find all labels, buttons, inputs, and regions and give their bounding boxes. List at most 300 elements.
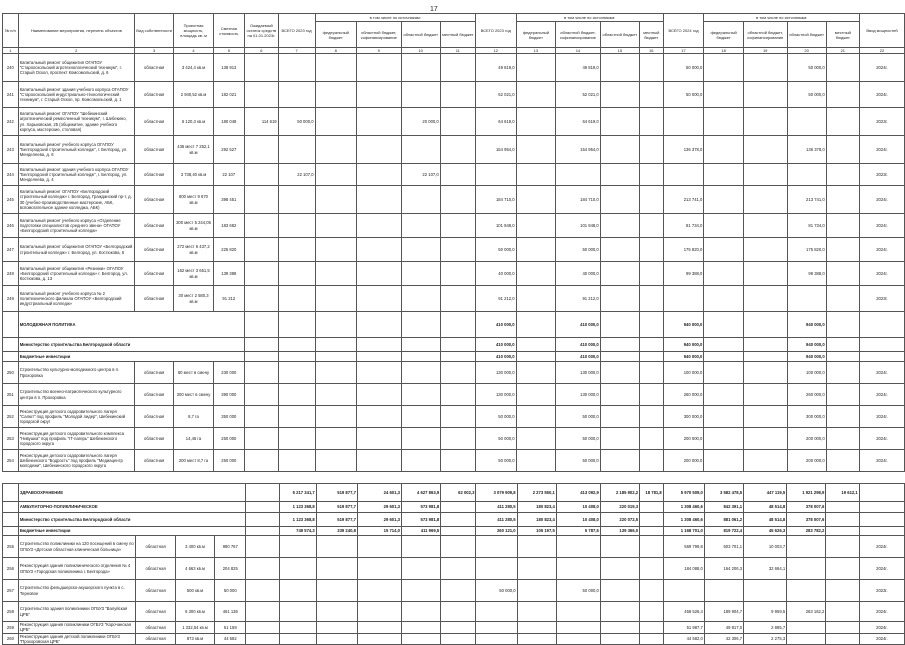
amount-c7 — [279, 580, 316, 602]
amount-c14: 130 000,0 — [556, 362, 601, 384]
commissioning-year — [859, 312, 904, 338]
section-amount-c14: 413 092,9 — [556, 484, 600, 502]
amount-c12: 50 000,0 — [475, 238, 516, 262]
amount-c12 — [476, 602, 517, 622]
section-amount-c8 — [315, 352, 356, 362]
page-number: 17 — [430, 6, 438, 13]
section-amount-c9: 24 601,3 — [357, 484, 401, 502]
row-number — [3, 338, 19, 352]
amount-c9 — [357, 622, 401, 634]
amount-c11 — [440, 286, 475, 312]
amount-c6 — [246, 536, 279, 558]
amount-c6 — [245, 450, 279, 472]
amount-c8 — [315, 450, 356, 472]
ownership: областная — [136, 536, 175, 558]
ownership: областная — [134, 186, 174, 214]
amount-c17: 200 000,0 — [663, 428, 704, 450]
amount-c6 — [246, 558, 279, 580]
commissioning-year: 2024г. — [859, 54, 904, 82]
amount-c13 — [516, 238, 555, 262]
amount-c17 — [663, 164, 704, 186]
ownership: областная — [134, 214, 174, 238]
amount-c10 — [401, 406, 440, 428]
amount-c7 — [278, 450, 315, 472]
object-name: Капитальный ремонт учебного корпуса ОГАПОУ "Белгородский строительный колледж", г. Белгород, ул. Менделеева, д. 6 — [18, 136, 134, 164]
estimate-cost: 292 527 — [213, 136, 245, 164]
row-number: 240 — [3, 54, 19, 82]
section-amount-c19: 447 119,5 — [744, 484, 787, 502]
amount-c9 — [357, 633, 401, 645]
amount-c20: 200 000,0 — [787, 450, 826, 472]
object-name: Капитальный ремонт ОГАПОУ «Белгородский строительный колледж» г. Белгород, Гражданский пр-т, д. 30 (учебно-производственные мастерские, АБК, вспомогательное здание колледжа, АБК) — [18, 186, 134, 214]
amount-c13 — [516, 384, 555, 406]
amount-c18 — [704, 450, 743, 472]
commissioning-year: 2024г. — [859, 428, 904, 450]
amount-c9 — [356, 214, 401, 238]
section-amount-c12: 410 000,0 — [475, 312, 516, 338]
amount-c19 — [743, 428, 787, 450]
amount-c20: 175 820,0 — [787, 238, 826, 262]
amount-c12 — [476, 558, 517, 580]
amount-c13 — [516, 262, 555, 286]
amount-c16 — [639, 186, 663, 214]
object-name: Реконструкция здания поликлиники ОГБУЗ "Корочанская ЦРБ" — [18, 622, 136, 634]
capacity: 30 мест 2 580,3 кв.м — [174, 286, 213, 312]
amount-c12: 50 000,0 — [475, 450, 516, 472]
amount-c11 — [440, 450, 475, 472]
amount-c16 — [639, 262, 663, 286]
amount-c7: 22 107,0 — [278, 164, 315, 186]
amount-c10 — [401, 54, 440, 82]
amount-c10 — [401, 384, 440, 406]
amount-c15 — [600, 214, 639, 238]
section-amount-c7 — [278, 352, 315, 362]
object-name: Капитальный ремонт здания учебного корпуса ОГАПОУ "Белгородский строительный колледж", г. Белгород, ул. Менделеева, д. 4 — [18, 164, 134, 186]
amount-c8 — [315, 136, 356, 164]
section-amount-c10 — [401, 352, 440, 362]
object-name: Строительство фельдшерско-акушерского пункта в с. Терновое — [18, 580, 136, 602]
amount-c20 — [787, 633, 826, 645]
section-amount-c10: 573 981,8 — [401, 513, 440, 527]
amount-c6 — [245, 362, 279, 384]
estimate-cost: 204 825 — [215, 558, 246, 580]
amount-c9 — [356, 108, 401, 136]
amount-c6 — [246, 633, 279, 645]
section-amount-c17: 5 970 509,0 — [663, 484, 704, 502]
amount-c21 — [826, 580, 859, 602]
section-amount-c19: 48 514,8 — [744, 502, 787, 513]
amount-c16 — [640, 633, 664, 645]
amount-c20: 100 000,0 — [787, 362, 826, 384]
amount-c11 — [441, 622, 476, 634]
amount-c8 — [315, 262, 356, 286]
section-amount-c20: 1 921 298,9 — [787, 484, 826, 502]
amount-c19 — [743, 406, 787, 428]
capacity: 500 кв.м — [175, 580, 214, 602]
amount-c9 — [356, 186, 401, 214]
amount-c6 — [245, 186, 279, 214]
amount-c11 — [440, 428, 475, 450]
amount-c17 — [663, 580, 704, 602]
section-amount-c21 — [826, 527, 859, 536]
estimate-cost: 350 000 — [213, 406, 245, 428]
section-amount-c12: 411 280,5 — [476, 502, 517, 513]
hdr-group-2024: в том числе по источникам: — [516, 14, 663, 22]
ownership: областная — [134, 362, 174, 384]
column-number: 4 — [174, 48, 213, 54]
amount-c21 — [826, 406, 859, 428]
section-amount-c21 — [826, 338, 859, 352]
amount-c15 — [600, 136, 639, 164]
amount-c12: 64 619,0 — [475, 108, 516, 136]
commissioning-year — [859, 338, 904, 352]
amount-c17: 50 000,0 — [663, 82, 704, 108]
amount-c7 — [278, 238, 315, 262]
ownership: областная — [136, 602, 175, 622]
amount-c10 — [401, 428, 440, 450]
column-number: 10 — [401, 48, 440, 54]
amount-c15 — [600, 186, 639, 214]
section-amount-c19: 45 626,3 — [744, 527, 787, 536]
amount-c16 — [639, 406, 663, 428]
section-amount-c13 — [516, 352, 555, 362]
amount-c15 — [600, 580, 639, 602]
amount-c19: 9 959,5 — [744, 602, 787, 622]
amount-c12: 91 212,0 — [475, 286, 516, 312]
amount-c12 — [476, 622, 517, 634]
amount-c21 — [826, 633, 859, 645]
amount-c16 — [639, 108, 663, 136]
section-amount-c12: 260 121,0 — [476, 527, 517, 536]
amount-c10: 22 107,0 — [401, 164, 440, 186]
amount-c13 — [517, 633, 556, 645]
section-amount-c20: 283 782,2 — [787, 527, 826, 536]
amount-c9 — [356, 136, 401, 164]
amount-c18 — [704, 82, 743, 108]
amount-c12 — [476, 536, 517, 558]
amount-c12: 40 000,0 — [475, 262, 516, 286]
amount-c14: 130 000,0 — [556, 384, 601, 406]
section-amount-c8: 519 877,7 — [316, 513, 357, 527]
amount-c13 — [516, 164, 555, 186]
amount-c17: 44 582,0 — [663, 633, 704, 645]
amount-c18 — [704, 164, 743, 186]
amount-c7: 50 000,0 — [278, 108, 315, 136]
amount-c12: 154 954,0 — [475, 136, 516, 164]
object-name: Реконструкция здания детской поликлиники ОГБУЗ "Прохоровская ЦРБ" — [18, 633, 136, 645]
capacity: 300 мест 5 244,05 кв.м — [174, 214, 213, 238]
row-number — [3, 527, 19, 536]
capacity: 8,7 га — [174, 406, 213, 428]
section-amount-c9: 29 601,3 — [357, 502, 401, 513]
amount-c6 — [245, 136, 279, 164]
commissioning-year: 2024г. — [859, 136, 904, 164]
estimate-cost: 461 136 — [215, 602, 246, 622]
capacity: 3 424,4 кв.м — [174, 54, 213, 82]
amount-c18 — [704, 286, 743, 312]
capacity: 60 мест в смену — [174, 362, 213, 384]
column-number: 15 — [600, 48, 639, 54]
amount-c16 — [639, 82, 663, 108]
amount-c18 — [704, 238, 743, 262]
commissioning-year: 2024г. — [859, 186, 904, 214]
estimate-cost: 139 388 — [213, 262, 245, 286]
amount-c20 — [787, 536, 826, 558]
table-row — [3, 54, 905, 82]
section-amount-c9: 15 714,0 — [357, 527, 401, 536]
object-name: Капитальный ремонт ОГАПОУ "Шебекинский агротехнический ремесленный техникум", г. Шебекино, ул. Харьковская, 25 (общежитие, здание учебного корпуса, мастерские, столовая) — [18, 108, 134, 136]
object-name: Строительство здания поликлиники ОГБУЗ "Валуйская ЦРБ" — [18, 602, 136, 622]
amount-c6 — [245, 406, 279, 428]
hdr-cap: Проектная мощность, площадь кв. м — [174, 14, 213, 48]
section-amount-c7: 5 217 341,7 — [279, 484, 316, 502]
estimate-cost: 250 000 — [213, 450, 245, 472]
amount-c17: 458 526,4 — [663, 602, 704, 622]
hdr-local: местный бюджет — [440, 22, 475, 48]
amount-c14: 50 000,0 — [556, 450, 601, 472]
commissioning-year — [859, 527, 904, 536]
amount-c12 — [475, 164, 516, 186]
amount-c21 — [826, 602, 859, 622]
commissioning-year: 2024г. — [859, 384, 904, 406]
amount-c11 — [441, 602, 476, 622]
row-number — [3, 502, 19, 513]
amount-c15 — [600, 622, 639, 634]
amount-c8 — [316, 633, 357, 645]
row-number: 252 — [3, 406, 19, 428]
section-amount-c14: 5 787,5 — [556, 527, 600, 536]
object-name: Капитальный ремонт общежития «Резинки» ОГАПОУ «Белгородский строительный колледж» г. Белгород, ул. Костюкова, д. 13 — [18, 262, 134, 286]
amount-c8 — [316, 558, 357, 580]
amount-c7 — [278, 136, 315, 164]
hdr-total-2023b: ВСЕГО 2023 год — [475, 14, 516, 48]
commissioning-year: 2024г. — [859, 262, 904, 286]
amount-c21 — [826, 558, 859, 580]
section-amount-c15: 220 019,3 — [600, 502, 639, 513]
section-amount-c18 — [704, 352, 743, 362]
amount-c18: 164 206,3 — [704, 558, 743, 580]
column-number: 8 — [315, 48, 356, 54]
amount-c15 — [600, 362, 639, 384]
amount-c17: 50 000,0 — [663, 54, 704, 82]
amount-c17: 569 799,8 — [663, 536, 704, 558]
amount-c8 — [315, 362, 356, 384]
amount-c6 — [246, 622, 279, 634]
ownership: областная — [134, 286, 174, 312]
amount-c7 — [278, 428, 315, 450]
amount-c15 — [600, 450, 639, 472]
commissioning-year: 2023г. — [859, 164, 904, 186]
amount-c12: 130 000,0 — [475, 384, 516, 406]
row-number: 248 — [3, 262, 19, 286]
section-amount-c11 — [441, 527, 476, 536]
amount-c9 — [356, 286, 401, 312]
amount-c8 — [315, 406, 356, 428]
capacity: 272 мест 6 437,2 кв.м — [174, 238, 213, 262]
amount-c20: 50 000,0 — [787, 54, 826, 82]
section-amount-c14: 410 000,0 — [556, 338, 601, 352]
ownership: областная — [136, 558, 175, 580]
amount-c14 — [556, 164, 601, 186]
amount-c19 — [743, 238, 787, 262]
amount-c19 — [743, 262, 787, 286]
amount-c12: 50 000,0 — [475, 428, 516, 450]
amount-c6 — [245, 428, 279, 450]
amount-c9 — [356, 428, 401, 450]
estimate-cost: 22 107 — [213, 164, 245, 186]
commissioning-year: 2024г. — [859, 622, 904, 634]
amount-c15 — [600, 558, 639, 580]
amount-c13 — [516, 428, 555, 450]
section-amount-c21 — [826, 352, 859, 362]
amount-c10 — [401, 238, 440, 262]
section-amount-c20: 378 007,6 — [787, 513, 826, 527]
section-amount-c19: 48 514,8 — [744, 513, 787, 527]
estimate-cost: 225 820 — [213, 238, 245, 262]
amount-c11 — [440, 384, 475, 406]
amount-c16 — [639, 214, 663, 238]
amount-c7 — [278, 406, 315, 428]
amount-c15 — [600, 428, 639, 450]
commissioning-year: 2024г. — [859, 406, 904, 428]
section-amount-c17: 1 308 460,6 — [663, 513, 704, 527]
amount-c6 — [245, 82, 279, 108]
capacity: 436 мест 7 252,1 кв.м — [174, 136, 213, 164]
object-name: Реконструкция детского оздоровительного лагеря "Салют" под профиль "Молодой лидер", Шебекинский городской округ — [18, 406, 134, 428]
amount-c19: 2 885,7 — [744, 622, 787, 634]
section-amount-c8: 519 877,7 — [316, 484, 357, 502]
amount-c10 — [401, 622, 440, 634]
capacity: 6 300 кв.м — [175, 602, 214, 622]
amount-c10 — [401, 186, 440, 214]
commissioning-year — [859, 513, 904, 527]
estimate-cost: 250 000 — [213, 428, 245, 450]
amount-c10 — [401, 558, 440, 580]
section-amount-c17: 940 000,0 — [663, 312, 704, 338]
amount-c16 — [640, 558, 664, 580]
table-row — [3, 262, 905, 286]
section-amount-c13 — [516, 312, 555, 338]
amount-c10 — [401, 214, 440, 238]
row-number: 254 — [3, 450, 19, 472]
row-number: 247 — [3, 238, 19, 262]
amount-c14: 50 000,0 — [556, 406, 601, 428]
hdr-total-2024: ВСЕГО 2024 год — [663, 14, 704, 48]
section-title: Министерство строительства Белгородской области — [18, 338, 244, 352]
row-number: 251 — [3, 384, 19, 406]
amount-c15 — [600, 238, 639, 262]
section-amount-c7: 1 123 368,8 — [279, 502, 316, 513]
section-amount-c15 — [600, 338, 639, 352]
table-row — [3, 362, 905, 384]
object-name: Реконструкция детского оздоровительного лагеря Шебекинского "Бодрость" под профиль "Медиацентр молодежи", Шебекинского городского округа — [18, 450, 134, 472]
object-name: Реконструкция детского оздоровительного комплекса "Нивушка" под профиль "IT-лагерь" Шебекинского городского округа — [18, 428, 134, 450]
amount-c17: 175 820,0 — [663, 238, 704, 262]
section-amount-c6 — [245, 338, 279, 352]
section-amount-c18 — [704, 312, 743, 338]
amount-c10: 20 000,0 — [401, 108, 440, 136]
amount-c18 — [704, 362, 743, 384]
amount-c10 — [401, 536, 440, 558]
hdr-num: № п/п — [3, 14, 19, 48]
amount-c8 — [315, 164, 356, 186]
section-row — [3, 484, 905, 502]
ownership: областная — [134, 108, 174, 136]
amount-c21 — [826, 82, 859, 108]
amount-c16 — [639, 450, 663, 472]
amount-c11 — [440, 214, 475, 238]
commissioning-year: 2023г. — [859, 108, 904, 136]
amount-c16 — [639, 286, 663, 312]
amount-c17: 213 741,0 — [663, 186, 704, 214]
row-number: 260 — [3, 633, 19, 645]
capacity: 873 кв.м — [175, 633, 214, 645]
row-number: 242 — [3, 108, 19, 136]
section-amount-c20: 940 000,0 — [787, 338, 826, 352]
amount-c10 — [401, 82, 440, 108]
hdr-obl: областной бюджет — [600, 22, 639, 48]
column-number: 7 — [278, 48, 315, 54]
section-amount-c14: 10 408,0 — [556, 502, 600, 513]
amount-c6 — [246, 580, 279, 602]
amount-c13 — [517, 622, 556, 634]
section-amount-c11 — [440, 352, 475, 362]
amount-c21 — [826, 186, 859, 214]
amount-c19 — [743, 108, 787, 136]
amount-c17: 51 987,7 — [663, 622, 704, 634]
object-name: Реконструкция здания поликлинического отделения № 4 ОГБУЗ «Городская поликлиника г. Белгорода» — [18, 558, 136, 580]
capacity: 800 мест 9 670 кв.м — [174, 186, 213, 214]
amount-c20: 200 000,0 — [787, 428, 826, 450]
section-amount-c9 — [356, 352, 401, 362]
amount-c8 — [315, 108, 356, 136]
amount-c20: 81 734,0 — [787, 214, 826, 238]
table-row — [3, 622, 905, 634]
amount-c16 — [639, 164, 663, 186]
amount-c12: 50 000,0 — [475, 406, 516, 428]
object-name: Строительство поликлиники на 120 посещений в смену по ОГБУЗ «Детская областная клиническая больница» — [18, 536, 136, 558]
amount-c21 — [826, 54, 859, 82]
amount-c9 — [357, 602, 401, 622]
amount-c14 — [556, 602, 600, 622]
amount-c15 — [600, 108, 639, 136]
amount-c8 — [316, 602, 357, 622]
amount-c16 — [640, 622, 664, 634]
table-row — [3, 558, 905, 580]
section-amount-c11: 62 002,3 — [441, 484, 476, 502]
column-number: 1 — [3, 48, 19, 54]
amount-c20 — [787, 286, 826, 312]
hdr-obl: областной бюджет — [787, 22, 826, 48]
amount-c19 — [743, 164, 787, 186]
amount-c13 — [517, 580, 556, 602]
section-amount-c15 — [600, 352, 639, 362]
amount-c14: 40 000,0 — [556, 262, 601, 286]
amount-c13 — [516, 362, 555, 384]
object-name: Строительство культурно-молодежного центра в п. Прохоровка — [18, 362, 134, 384]
amount-c21 — [826, 262, 859, 286]
hdr-group-2025: в том числе по источникам: — [704, 14, 860, 22]
section-row — [3, 338, 905, 352]
ownership: областная — [134, 428, 174, 450]
amount-c21 — [826, 238, 859, 262]
hdr-local: местный бюджет — [826, 22, 859, 48]
amount-c15 — [600, 82, 639, 108]
budget-table-top — [2, 13, 905, 472]
table-row — [3, 406, 905, 428]
amount-c9 — [357, 558, 401, 580]
object-name: Капитальный ремонт общежития ОГАПОУ «Белгородский строительный колледж» г. Белгород, ул. Костюкова, 6 — [18, 238, 134, 262]
